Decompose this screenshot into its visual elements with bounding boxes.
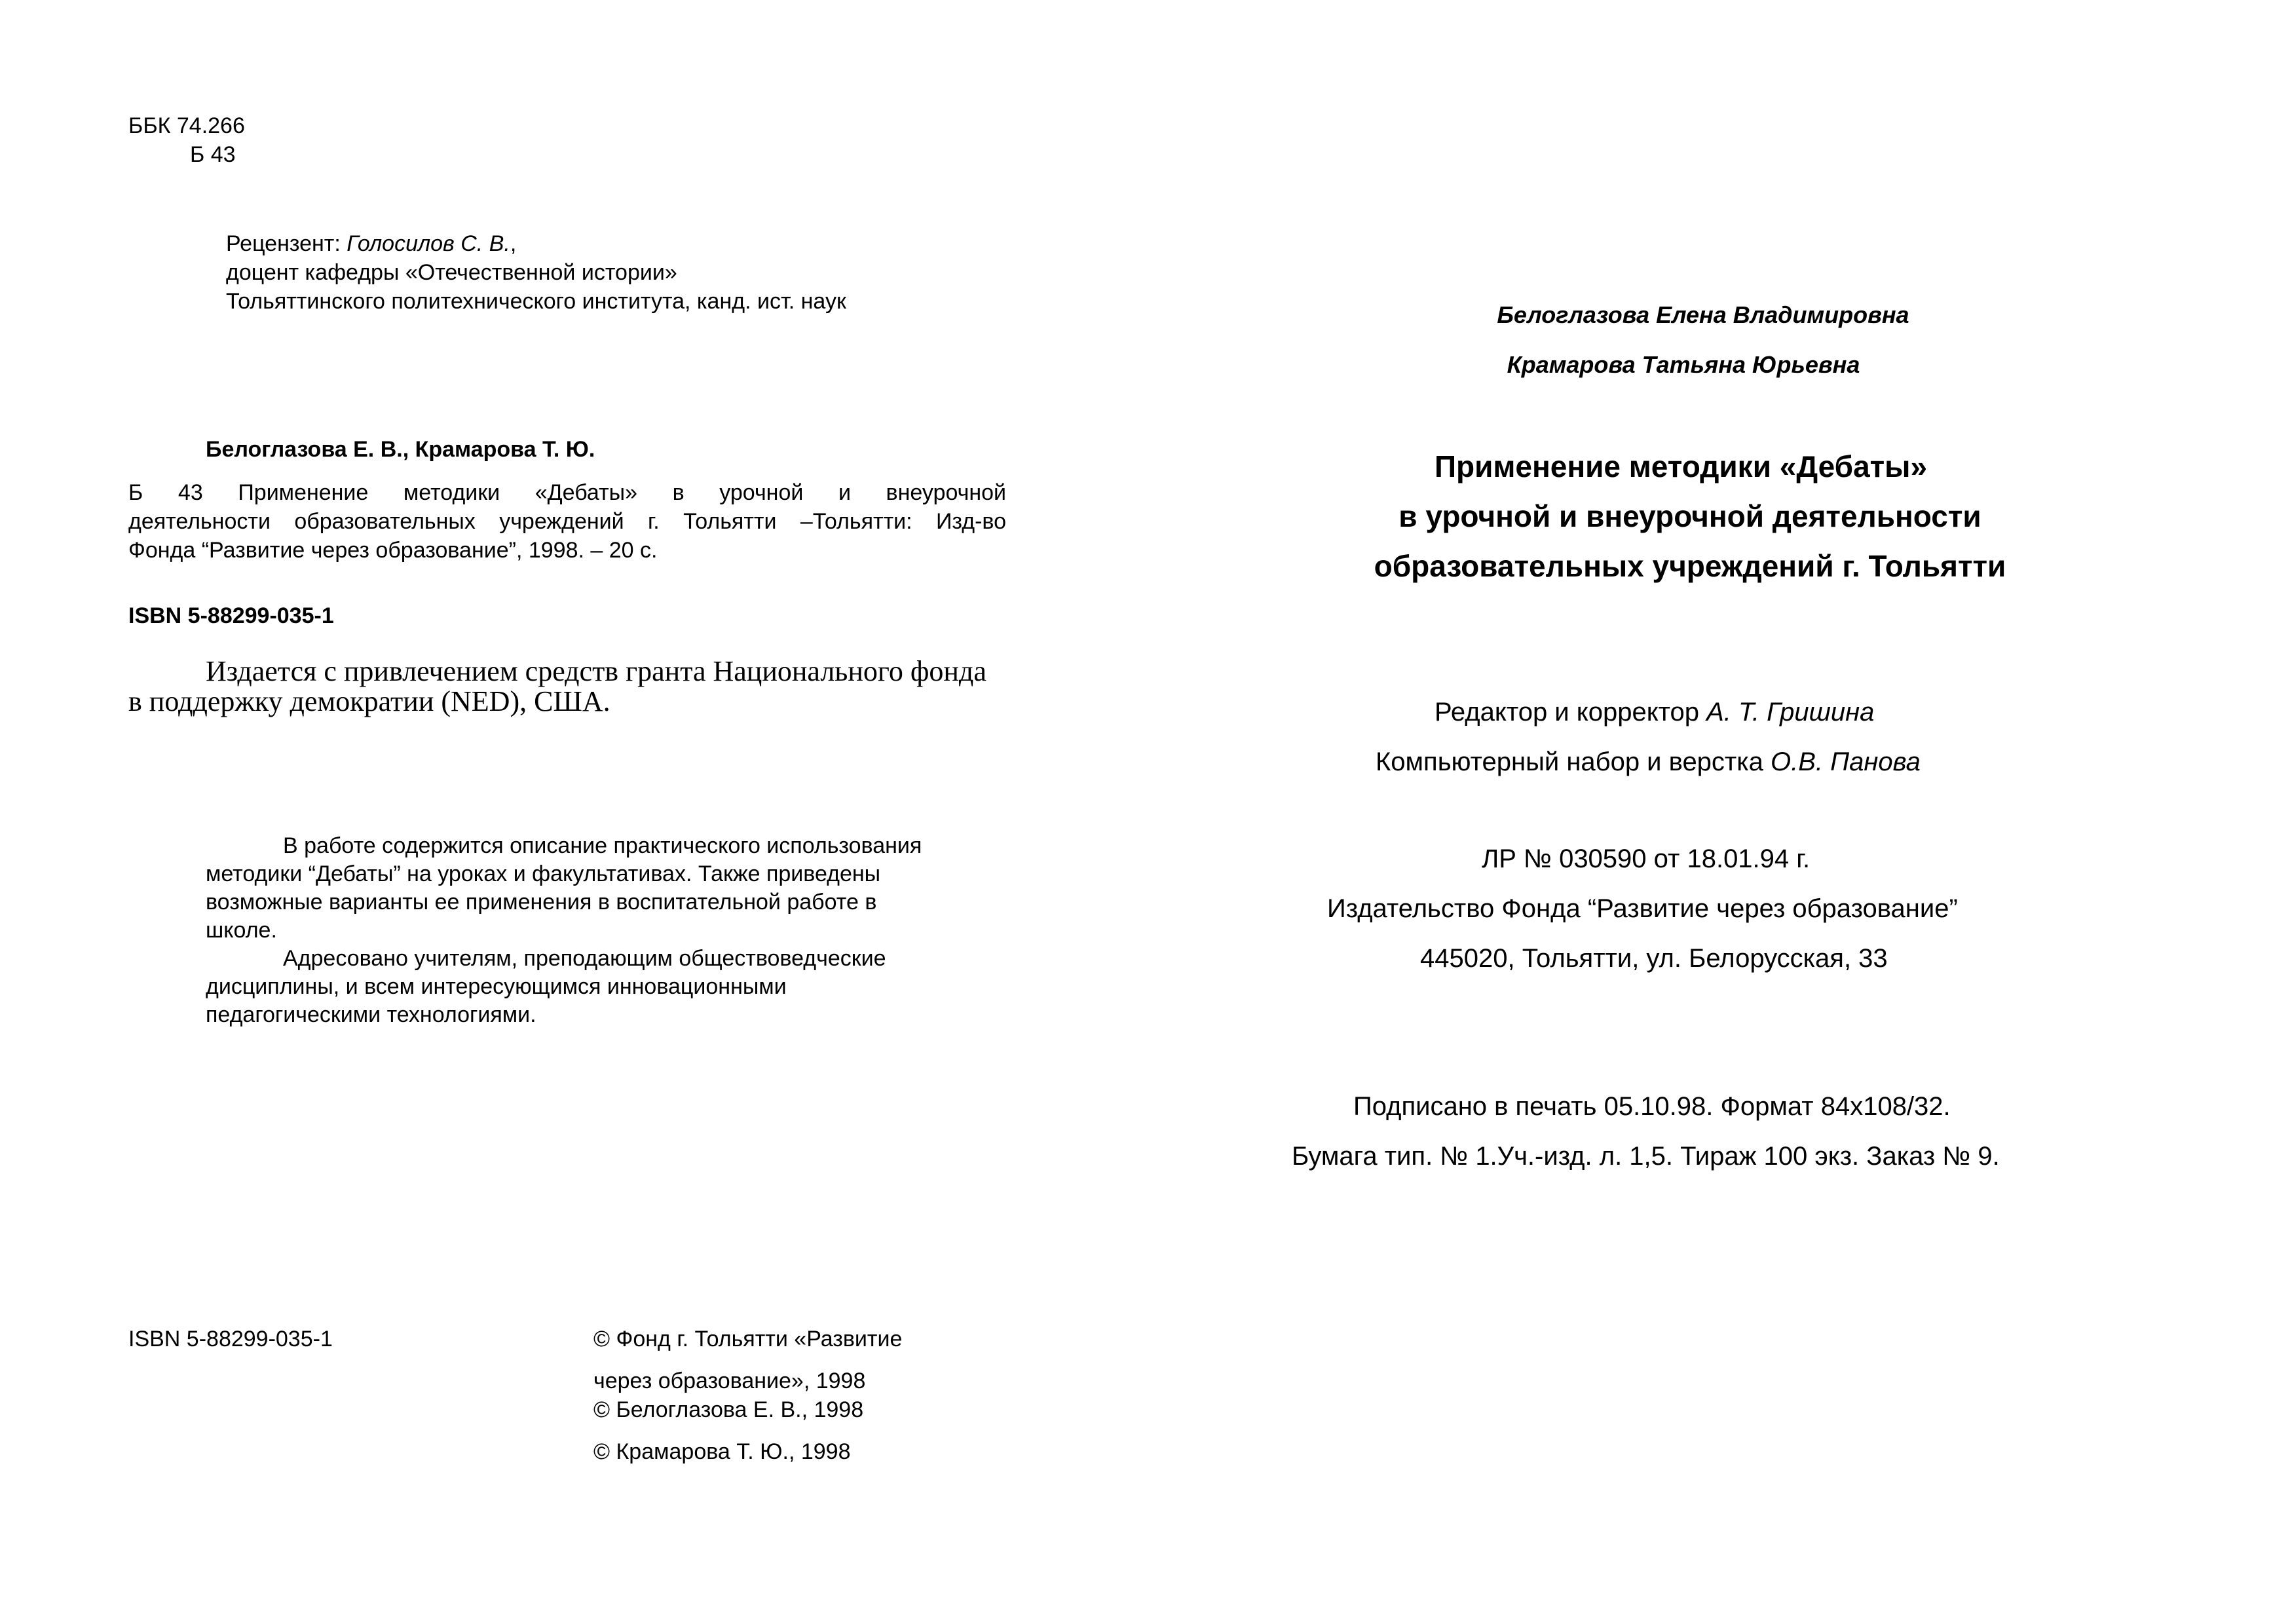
grant-line: в поддержку демократии (NED), США. — [128, 685, 610, 717]
publisher-line: Издательство Фонда “Развитие через образование” — [1327, 894, 1958, 923]
catalog-entry-line: Б 43 Применение методики «Дебаты» в урочной и внеурочной — [128, 480, 1006, 505]
layout-label: Компьютерный набор и верстка — [1376, 747, 1771, 776]
book-title — [1231, 442, 2149, 591]
annotation-line: методики “Дебаты” на уроках и факультативах. Также приведены — [206, 861, 881, 886]
annotation-line: Адресовано учителям, преподающим обществоведческие — [283, 946, 886, 971]
copyright-line: © Крамарова Т. Ю., 1998 — [593, 1439, 851, 1464]
copyright-block — [593, 1325, 902, 1466]
license-line: ЛР № 030590 от 18.01.94 г. — [1482, 844, 1811, 873]
reviewer-institution: Тольяттинского политехнического института, канд. ист. наук — [226, 289, 846, 314]
reviewer-line — [226, 229, 846, 258]
reviewer-position: доцент кафедры «Отечественной истории» — [226, 260, 677, 285]
bbk-index: ББК 74.266 — [128, 113, 245, 138]
grant-note — [128, 656, 1006, 717]
annotation-line: В работе содержится описание практического использования — [283, 833, 922, 858]
reviewer-block — [226, 229, 846, 316]
annotation-line: возможные варианты ее применения в воспитательной работе в — [206, 890, 877, 915]
isbn-bold: ISBN 5-88299-035-1 — [128, 603, 334, 628]
reviewer-label: Рецензент: — [226, 231, 347, 256]
editor-line — [1435, 696, 1874, 728]
signed-line: Подписано в печать 05.10.98. Формат 84x108/32. — [1353, 1092, 1951, 1121]
title-line: Применение методики «Дебаты» — [1434, 449, 1928, 483]
reviewer-suffix: , — [510, 231, 517, 256]
annotation-line: школе. — [206, 918, 277, 943]
title-line: образовательных учреждений г. Тольятти — [1374, 549, 2006, 583]
grant-line: Издается с привлечением средств гранта Национального фонда — [206, 655, 986, 687]
catalog-entry — [128, 478, 1006, 565]
address-line: 445020, Тольятти, ул. Белорусская, 33 — [1420, 944, 1888, 973]
catalog-entry-line: Фонда “Развитие через образование”, 1998. – 20 с. — [128, 538, 658, 563]
paper-line: Бумага тип. № 1.Уч.-изд. л. 1,5. Тираж 100 экз. Заказ № 9. — [1292, 1142, 2000, 1171]
title-line: в урочной и внеурочной деятельности — [1398, 499, 1981, 533]
copyright-line: © Фонд г. Тольятти «Развитие — [593, 1327, 903, 1351]
reviewer-name: Голосилов С. В. — [347, 231, 510, 256]
annotation-line: дисциплины, и всем интересующимся инновационными — [206, 974, 787, 999]
author-name-1: Белоглазова Елена Владимировна — [1497, 301, 1909, 328]
catalog-entry-line: деятельности образовательных учреждений г. Тольятти –Тольятти: Изд-во — [128, 509, 1006, 534]
layout-line — [1376, 746, 1921, 778]
isbn-bottom: ISBN 5-88299-035-1 — [128, 1327, 333, 1351]
annotation — [206, 832, 922, 1029]
editor-name: А. Т. Гришина — [1706, 698, 1875, 727]
author-sign-code: Б 43 — [190, 142, 236, 167]
editor-label: Редактор и корректор — [1435, 698, 1707, 727]
copyright-line: через образование», 1998 — [593, 1369, 866, 1393]
authors-heading: Белоглазова Е. В., Крамарова Т. Ю. — [206, 437, 595, 462]
layout-name: О.В. Панова — [1771, 747, 1921, 776]
copyright-line: © Белоглазова Е. В., 1998 — [593, 1397, 864, 1422]
annotation-line: педагогическими технологиями. — [206, 1002, 536, 1027]
author-name-2: Крамарова Татьяна Юрьевна — [1507, 351, 1860, 378]
